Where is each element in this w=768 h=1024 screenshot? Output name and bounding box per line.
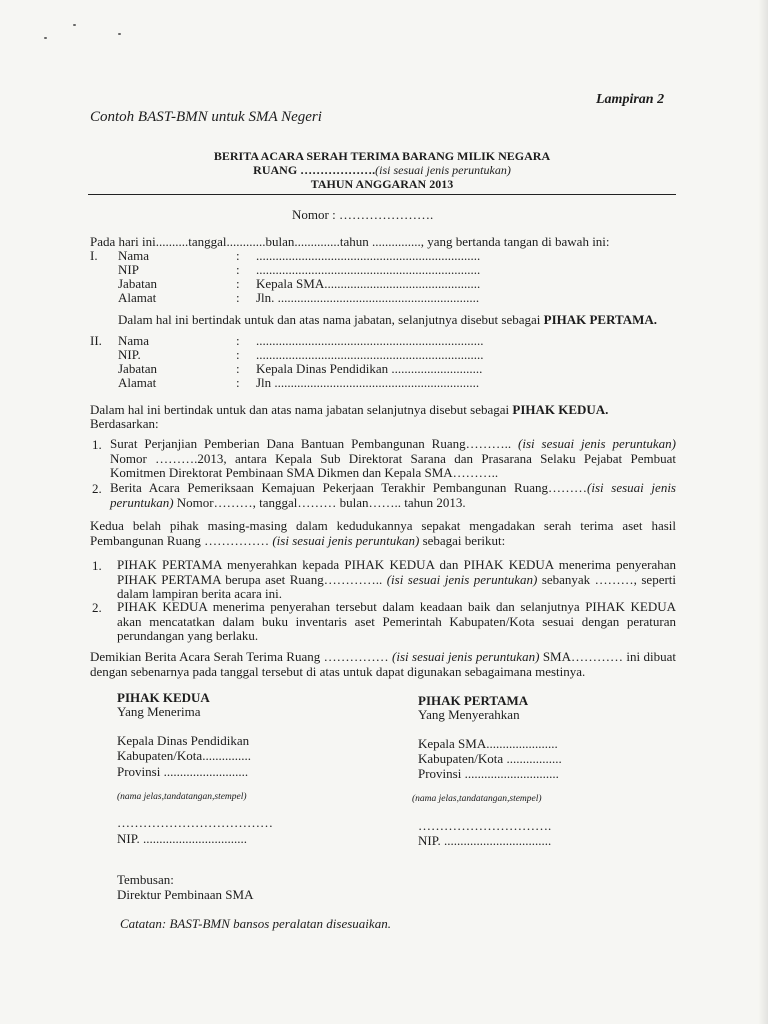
basis-item: Surat Perjanjian Pemberian Dana Bantuan Pembangunan Ruang……….. (isi sesuai jenis peruntukan) Nomor ……….2013, antara Kepala Sub Direktorat Sarana dan Prasarana Selaku Pejabat Pembuat Komitmen Direktorat Pembinaan SMA Dikmen dan Kepala SMA……….. xyxy=(110,436,676,480)
party1-colon: : xyxy=(236,248,240,263)
sign-right-line: Kabupaten/Kota ................. xyxy=(418,751,562,766)
party2-role: Dalam hal ini bertindak untuk dan atas nama jabatan selanjutnya disebut sebagai PIHAK KEDUA. xyxy=(90,402,609,417)
party1-value: Jln. .............................................................. xyxy=(256,290,480,305)
scan-speck xyxy=(44,37,47,39)
party1-label: Nama xyxy=(118,248,150,263)
scan-speck xyxy=(73,24,76,26)
berdasarkan-label: Berdasarkan: xyxy=(90,416,159,431)
sign-left-line: Kepala Dinas Pendidikan xyxy=(117,733,250,748)
sign-right-subtitle: Yang Menyerahkan xyxy=(418,707,520,722)
point-number: 1. xyxy=(92,558,102,573)
sign-left-nip: NIP. ................................ xyxy=(117,831,248,846)
point-item: PIHAK PERTAMA menyerahkan kepada PIHAK KEDUA dan PIHAK KEDUA menerima penyerahan PIHAK PERTAMA berupa aset Ruang………….. (isi sesuai jenis peruntukan) sebanyak ………, seperti dalam lampiran berita acara ini. xyxy=(117,557,677,601)
party2-value: ...................................................................... xyxy=(256,347,484,362)
tembusan-recipient: Direktur Pembinaan SMA xyxy=(117,887,254,902)
party2-label: Jabatan xyxy=(118,361,157,376)
basis-number: 2. xyxy=(92,481,102,496)
sign-left-subtitle: Yang Menerima xyxy=(117,704,201,719)
sign-right-line: Provinsi ............................. xyxy=(418,766,559,781)
party2-number: II. xyxy=(90,333,102,348)
party2-colon: : xyxy=(236,347,240,362)
agreement-paragraph: Kedua belah pihak masing-masing dalam kedudukannya sepakat mengadakan serah terima aset hasil Pembangunan Ruang …………… (isi sesuai jenis peruntukan) sebagai berikut: xyxy=(90,518,676,548)
title-rule xyxy=(88,194,676,195)
doc-title-line2: RUANG ……………….(isi sesuai jenis peruntukan) xyxy=(253,163,511,177)
party1-value: ..................................................................... xyxy=(256,248,481,263)
party1-colon: : xyxy=(236,276,240,291)
point-item: PIHAK KEDUA menerima penyerahan tersebut dalam keadaan baik dan selanjutnya PIHAK KEDUA akan mencatatkan dalam buku inventaris aset Pemerintah Kabupaten/Kota sesuai dengan peraturan perundangan yang berlaku. xyxy=(117,599,676,643)
party2-value: Jln ............................................................... xyxy=(256,375,480,390)
sign-right-note: (nama jelas,tandatangan,stempel) xyxy=(412,794,542,804)
sign-right-nip: NIP. ................................. xyxy=(418,833,552,848)
sign-right-title: PIHAK PERTAMA xyxy=(418,693,529,708)
party2-label: Nama xyxy=(118,333,150,348)
scan-speck xyxy=(118,33,121,35)
intro-line: Pada hari ini..........tanggal............bulan..............tahun ..............., yang bertanda tangan di bawah ini: xyxy=(90,234,610,249)
party2-value: Kepala Dinas Pendidikan ............................ xyxy=(256,361,483,376)
party2-value: ...................................................................... xyxy=(256,333,484,348)
party1-label: Alamat xyxy=(118,290,157,305)
party1-label: Jabatan xyxy=(118,276,157,291)
party1-colon: : xyxy=(236,262,240,277)
party2-colon: : xyxy=(236,333,240,348)
sign-left-note: (nama jelas,tandatangan,stempel) xyxy=(117,792,247,802)
scan-edge-shadow xyxy=(758,0,768,1024)
party1-value: ..................................................................... xyxy=(256,262,481,277)
party1-role: Dalam hal ini bertindak untuk dan atas nama jabatan, selanjutnya disebut sebagai PIHAK PERTAMA. xyxy=(118,312,658,327)
point-number: 2. xyxy=(92,600,102,615)
sign-left-dots: ……………………………… xyxy=(117,815,273,830)
nomor-field: Nomor : …………………. xyxy=(292,207,434,222)
party1-value: Kepala SMA................................................ xyxy=(256,276,481,291)
closing-paragraph: Demikian Berita Acara Serah Terima Ruang …………… (isi sesuai jenis peruntukan) SMA………… ini dibuat dengan sebenarnya pada tanggal tersebut di atas untuk dapat digunakan sebagaimana mestinya. xyxy=(90,649,677,679)
party1-label: NIP xyxy=(118,262,139,277)
doc-title-line3: TAHUN ANGGARAN 2013 xyxy=(310,177,454,191)
party2-label: Alamat xyxy=(118,375,157,390)
party1-number: I. xyxy=(90,248,98,263)
party2-colon: : xyxy=(236,361,240,376)
party2-colon: : xyxy=(236,375,240,390)
sign-left-title: PIHAK KEDUA xyxy=(117,690,210,705)
party2-label: NIP. xyxy=(118,347,141,362)
lampiran-label: Lampiran 2 xyxy=(596,92,665,107)
basis-number: 1. xyxy=(92,437,102,452)
basis-item: Berita Acara Pemeriksaan Kemajuan Pekerjaan Terakhir Pembangunan Ruang………(isi sesuai jenis peruntukan) Nomor………, tanggal……… bulan…….. tahun 2013. xyxy=(110,480,676,510)
sign-right-dots: …………………………. xyxy=(418,818,552,833)
sign-right-line: Kepala SMA...................... xyxy=(418,736,558,751)
party1-colon: : xyxy=(236,290,240,305)
contoh-title: Contoh BAST-BMN untuk SMA Negeri xyxy=(90,109,322,125)
sign-left-line: Kabupaten/Kota............... xyxy=(117,748,251,763)
sign-left-line: Provinsi .......................... xyxy=(117,764,249,779)
doc-title-line1: BERITA ACARA SERAH TERIMA BARANG MILIK NEGARA xyxy=(213,149,551,163)
tembusan-label: Tembusan: xyxy=(117,872,174,887)
catatan-note: Catatan: BAST-BMN bansos peralatan disesuaikan. xyxy=(120,916,391,931)
